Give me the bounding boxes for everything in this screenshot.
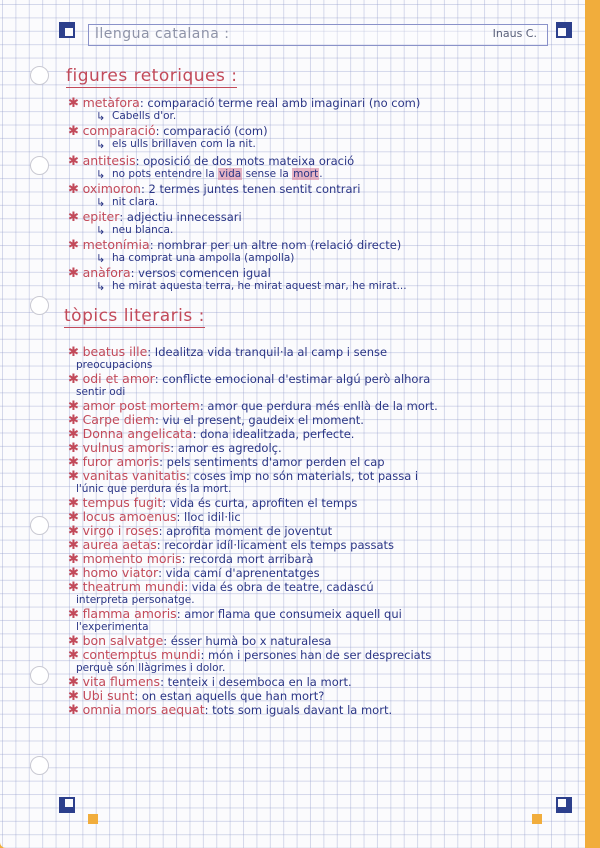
corner-mark-bottom-left [59, 797, 75, 813]
figure-definition: : versos comencen igual [130, 266, 271, 280]
asterisk-icon: ✱ [68, 427, 79, 442]
asterisk-icon: ✱ [68, 96, 79, 111]
topic-definition: : aprofita moment de joventut [158, 524, 333, 538]
figure-term: oximoron [82, 181, 141, 196]
topic-line [68, 675, 548, 689]
asterisk-icon: ✱ [68, 182, 79, 197]
figure-line [68, 124, 548, 138]
figure-term: metonímia [82, 237, 150, 252]
topic-term: amor post mortem [82, 398, 200, 413]
header-box [88, 24, 548, 46]
asterisk-icon: ✱ [68, 266, 79, 281]
asterisk-icon: ✱ [68, 552, 79, 567]
figure-example: ↳ he mirat aquesta terra, he mirat aquest mar, he mirat... [98, 280, 548, 293]
corner-mark-bottom-right [556, 797, 572, 813]
section-title-topics: tòpics literaris : [64, 306, 205, 326]
figure-definition: : oposició de dos mots mateixa oració [135, 154, 355, 168]
topic-entry [68, 607, 548, 635]
figure-entry [68, 124, 548, 152]
topic-line [68, 469, 548, 483]
topic-term: bon salvatge [82, 633, 164, 648]
topic-term: tempus fugit [82, 495, 163, 510]
binder-hole [30, 156, 49, 175]
asterisk-icon: ✱ [68, 634, 79, 649]
section-title-figures: figures retoriques : [66, 66, 238, 86]
figure-entry [68, 154, 548, 182]
topic-term: odi et amor [82, 371, 155, 386]
topic-definition: : ésser humà bo x naturalesa [163, 634, 332, 648]
asterisk-icon: ✱ [68, 441, 79, 456]
topic-continuation: l'únic que perdura és la mort. [76, 483, 232, 496]
figure-line [68, 238, 548, 252]
figure-entry [68, 238, 548, 266]
figure-definition: : nombrar per un altre nom (relació directe) [149, 238, 402, 252]
figure-entry [68, 266, 548, 294]
topic-definition: : amor que perdura més enllà de la mort. [199, 399, 438, 413]
topic-term: contemptus mundi [82, 647, 201, 662]
asterisk-icon: ✱ [68, 413, 79, 428]
topic-term: furor amoris [82, 454, 160, 469]
figure-definition: : adjectiu innecessari [119, 210, 242, 224]
figure-entry [68, 96, 548, 124]
topic-definition: : lloc idil·lic [176, 510, 241, 524]
topic-term: virgo i roses [82, 523, 159, 538]
figure-example: ↳ els ulls brillaven com la nit. [98, 138, 548, 151]
topic-definition: : conflicte emocional d'estimar algú però alhora [154, 372, 431, 386]
topic-continuation: preocupacions [76, 359, 153, 372]
topic-line [68, 372, 548, 386]
figure-term: epiter [82, 209, 120, 224]
topic-term: flamma amoris [82, 606, 177, 621]
figure-line [68, 210, 548, 224]
asterisk-icon: ✱ [68, 689, 79, 704]
binder-hole [30, 516, 49, 535]
figure-example: ↳ neu blanca. [98, 224, 548, 237]
corner-mark-top-left [59, 22, 75, 38]
figure-line [68, 154, 548, 168]
topic-entry [68, 648, 548, 676]
asterisk-icon: ✱ [68, 455, 79, 470]
figure-example: ↳ no pots entendre la vida sense la mort. [98, 168, 548, 181]
topic-term: vita flumens [82, 674, 161, 689]
asterisk-icon: ✱ [68, 399, 79, 414]
topic-definition: : pels sentiments d'amor perden el cap [159, 455, 385, 469]
asterisk-icon: ✱ [68, 510, 79, 525]
figure-term: antitesis [82, 153, 136, 168]
binder-hole [30, 66, 49, 85]
orange-marker-right [532, 814, 542, 824]
topic-line [68, 580, 548, 594]
topic-definition: : dona idealitzada, perfecte. [192, 427, 355, 441]
figure-line [68, 96, 548, 110]
topic-entry [68, 345, 548, 373]
figure-example: ↳ Cabells d'or. [98, 110, 548, 123]
topic-term: Donna angelicata [82, 426, 193, 441]
corner-mark-top-right [556, 22, 572, 38]
figure-example: ↳ ha comprat una ampolla (ampolla) [98, 252, 548, 265]
topic-continuation: l'experimenta [76, 621, 149, 634]
topic-continuation: interpreta personatge. [76, 594, 195, 607]
asterisk-icon: ✱ [68, 124, 79, 139]
asterisk-icon: ✱ [68, 469, 79, 484]
asterisk-icon: ✱ [68, 675, 79, 690]
asterisk-icon: ✱ [68, 372, 79, 387]
figure-entry [68, 182, 548, 210]
topic-definition: : coses imp no són materials, tot passa i [185, 469, 419, 483]
asterisk-icon: ✱ [68, 524, 79, 539]
topic-definition: : tots som iguals davant la mort. [204, 703, 393, 717]
topic-term: vanitas vanitatis [82, 468, 186, 483]
topic-line [68, 648, 548, 662]
asterisk-icon: ✱ [68, 566, 79, 581]
topic-entry [68, 675, 548, 689]
figure-term: comparació [82, 123, 156, 138]
topic-definition: : recordar idíl·licament els temps passats [156, 538, 395, 552]
binder-hole [30, 296, 49, 315]
topic-definition: : amor es agredolç. [170, 441, 282, 455]
topic-definition: : Idealitza vida tranquil·la al camp i sense [147, 345, 388, 359]
asterisk-icon: ✱ [68, 648, 79, 663]
topic-term: theatrum mundi [82, 579, 185, 594]
topic-definition: : vida camí d'aprenentatges [158, 566, 320, 580]
topic-term: Carpe diem [82, 412, 155, 427]
topic-term: momento moris [82, 551, 182, 566]
topic-definition: : recorda mort arribarà [181, 552, 314, 566]
topic-term: Ubi sunt [82, 688, 135, 703]
topic-entry [68, 580, 548, 608]
binder-hole [30, 666, 49, 685]
asterisk-icon: ✱ [68, 580, 79, 595]
topic-definition: : món i persones han de ser despreciats [200, 648, 432, 662]
topic-term: locus amoenus [82, 509, 177, 524]
asterisk-icon: ✱ [68, 238, 79, 253]
topic-term: beatus ille [82, 344, 148, 359]
topic-definition: : viu el present, gaudeix el moment. [154, 413, 364, 427]
asterisk-icon: ✱ [68, 496, 79, 511]
figure-example: ↳ nit clara. [98, 196, 548, 209]
topic-definition: : amor flama que consumeix aquell qui [176, 607, 402, 621]
figure-term: metàfora [82, 95, 140, 110]
figure-definition: : comparació terme real amb imaginari (no com) [139, 96, 421, 110]
topic-definition: : tenteix i desemboca en la mort. [160, 675, 352, 689]
figure-definition: : 2 termes juntes tenen sentit contrari [140, 182, 361, 196]
asterisk-icon: ✱ [68, 345, 79, 360]
asterisk-icon: ✱ [68, 210, 79, 225]
asterisk-icon: ✱ [68, 538, 79, 553]
topic-line [68, 607, 548, 621]
topic-definition: : on estan aquells que han mort? [134, 689, 325, 703]
topic-definition: : vida és obra de teatre, cadascú [184, 580, 374, 594]
topic-term: homo viator [82, 565, 159, 580]
asterisk-icon: ✱ [68, 703, 79, 718]
figure-definition: : comparació (com) [155, 124, 268, 138]
binder-hole [30, 756, 49, 775]
asterisk-icon: ✱ [68, 607, 79, 622]
topic-definition: : vida és curta, aprofiten el temps [162, 496, 358, 510]
topic-entry [68, 372, 548, 400]
topic-entry [68, 703, 548, 717]
topic-continuation: sentir odi [76, 386, 126, 399]
figure-line [68, 182, 548, 196]
asterisk-icon: ✱ [68, 154, 79, 169]
topic-term: vulnus amoris [82, 440, 171, 455]
page-title: llengua catalana : [95, 26, 230, 42]
topic-continuation: perquè són llàgrimes i dolor. [76, 662, 226, 675]
topic-entry [68, 469, 548, 497]
orange-marker-left [88, 814, 98, 824]
topic-term: aurea aetas [82, 537, 157, 552]
figure-term: anàfora [82, 265, 131, 280]
author-name: Inaus C. [492, 27, 537, 40]
topic-line [68, 345, 548, 359]
figure-entry [68, 210, 548, 238]
topic-term: omnia mors aequat [82, 702, 205, 717]
figure-line [68, 266, 548, 280]
topic-line [68, 703, 548, 717]
